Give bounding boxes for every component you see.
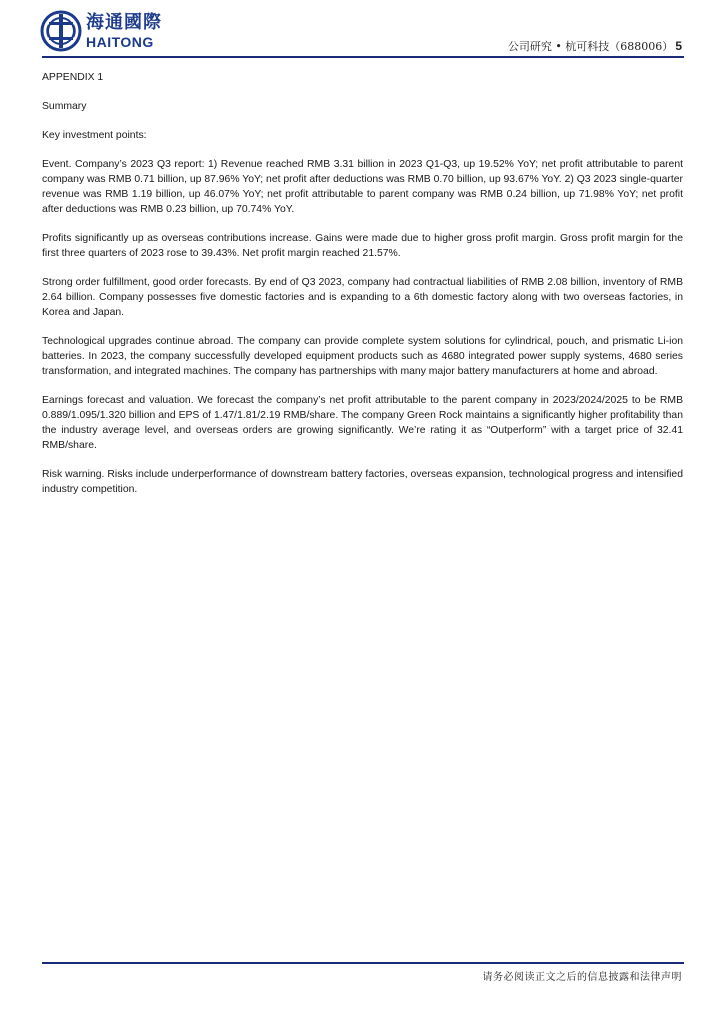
haitong-logo [40, 10, 162, 52]
event-paragraph: Event. Company’s 2023 Q3 report: 1) Revenue reached RMB 3.31 billion in 2023 Q1-Q3, up 19.52% YoY; net profit attributable to parent company was RMB 0.71 billion, up 87.96% YoY; net profit after deductions was RMB 0.70 billion, up 93.67% YoY. 2) Q3 2023 single-quarter revenue was RMB 1.19 billion, up 46.07% YoY; net profit attributable to parent company was RMB 0.24 billion, up 71.98% YoY; net profit after deductions was RMB 0.23 billion, up 70.74% YoY. [42, 159, 683, 215]
report-body [42, 64, 683, 511]
report-header-info [508, 38, 682, 54]
appendix-heading: APPENDIX 1 [42, 72, 104, 83]
profits-paragraph: Profits significantly up as overseas contributions increase. Gains were made due to higher gross profit margin. Gross profit margin for the first three quarters of 2023 rose to 39.43%. Net profit margin reached 21.57%. [42, 233, 683, 259]
orders-paragraph: Strong order fulfillment, good order forecasts. By end of Q3 2023, company had contractual liabilities of RMB 2.08 billion, inventory of RMB 2.64 billion. Company possesses five domestic factories and is expanding to a 6th domestic factory along with two overseas factories, in Korea and Japan. [42, 277, 683, 318]
page-number: 5 [675, 39, 682, 53]
technology-paragraph: Technological upgrades continue abroad. The company can provide complete system solutions for cylindrical, pouch, and prismatic Li-ion batteries. In 2023, the company successfully developed equipment products such as 4680 integrated power supply systems, 4680 series transformation, and integrated machines. The company has partnerships with many major battery manufacturers at home and abroad. [42, 336, 683, 377]
risk-paragraph: Risk warning. Risks include underperformance of downstream battery factories, overseas expansion, technological progress and intensified industry competition. [42, 469, 683, 495]
haitong-logo-icon [40, 10, 82, 52]
page-header [0, 0, 724, 60]
key-points-heading: Key investment points: [42, 130, 147, 141]
report-info: 公司研究 • 杭可科技（688006） [507, 40, 674, 53]
header-rule [42, 56, 684, 58]
forecast-paragraph: Earnings forecast and valuation. We forecast the company’s net profit attributable to the parent company in 2023/2024/2025 to be RMB 0.889/1.095/1.320 billion and EPS of 1.47/1.81/2.19 RMB/share. The company Green Rock maintains a significantly higher profitability than the industry average level, and overseas orders are growing significantly. We’re rating it as “Outperform” with a target price of 32.41 RMB/share. [42, 395, 683, 451]
footer-rule [42, 962, 684, 964]
logo-chinese-name: 海通國際 [86, 11, 162, 33]
footer-disclaimer: 请务必阅读正文之后的信息披露和法律声明 [482, 972, 682, 983]
logo-english-name: HAITONG [86, 33, 154, 50]
summary-heading: Summary [42, 101, 87, 112]
